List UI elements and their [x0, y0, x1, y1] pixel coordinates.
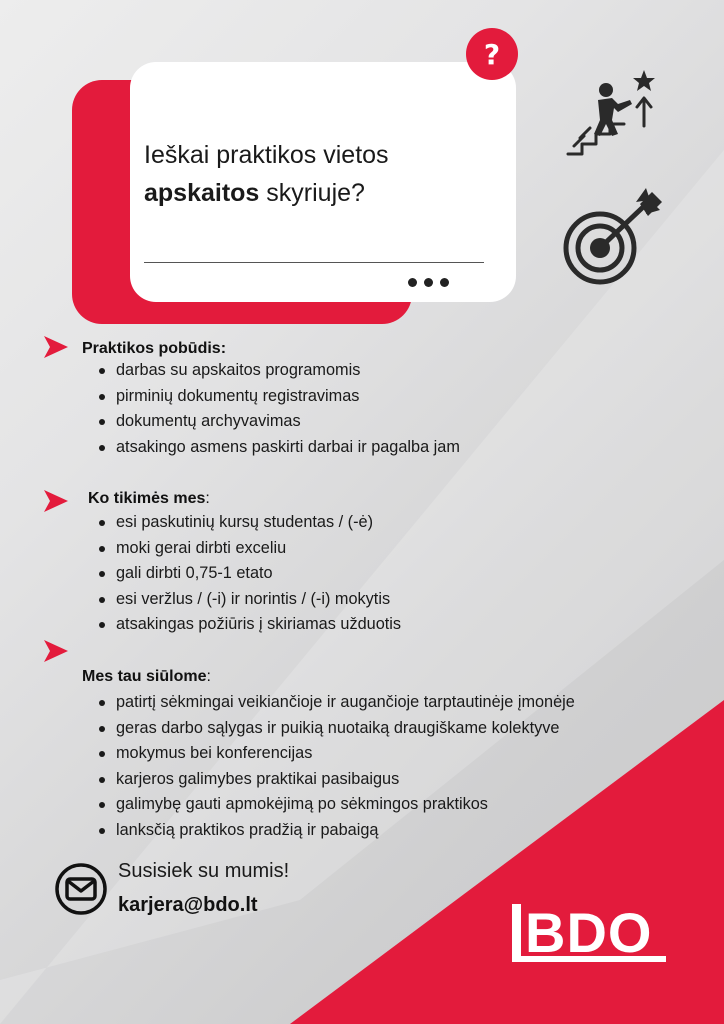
- section-title-offer: Mes tau siūlome:: [82, 668, 211, 685]
- contact-email-link[interactable]: karjera@bdo.lt: [118, 894, 258, 916]
- offer-list: [98, 690, 575, 843]
- headline-line-2: [144, 174, 494, 212]
- envelope-icon: [54, 862, 108, 916]
- headline-bold: apskaitos: [144, 179, 260, 207]
- list-item: esi paskutinių kursų studentas / (-ė): [98, 510, 401, 536]
- card-divider: [144, 262, 484, 263]
- expectations-list: [98, 510, 401, 638]
- person-climbing-stairs-icon: [560, 64, 670, 164]
- chevron-right-icon: [42, 638, 68, 664]
- list-item: patirtį sėkmingai veikiančioje ir augančioje tarptautinėje įmonėje: [98, 690, 575, 716]
- list-item: dokumentų archyvavimas: [98, 409, 460, 435]
- list-item: lanksčią praktikos pradžią ir pabaigą: [98, 818, 575, 844]
- headline-rest: skyriuje?: [259, 179, 365, 207]
- list-item: atsakingo asmens paskirti darbai ir pagalba jam: [98, 435, 460, 461]
- target-arrow-icon: [562, 180, 672, 290]
- list-item: galimybę gauti apmokėjimą po sėkmingos praktikos: [98, 792, 575, 818]
- list-item: darbas su apskaitos programomis: [98, 358, 460, 384]
- headline: [144, 136, 494, 212]
- list-item: moki gerai dirbti exceliu: [98, 536, 401, 562]
- list-item: mokymus bei konferencijas: [98, 741, 575, 767]
- practice-list: [98, 358, 460, 460]
- list-item: esi veržlus / (-i) ir norintis / (-i) mokytis: [98, 587, 401, 613]
- section-title-practice: Praktikos pobūdis:: [82, 340, 227, 357]
- chevron-right-icon: [42, 334, 68, 360]
- more-dots-icon: [408, 278, 449, 287]
- list-item: atsakingas požiūris į skiriamas užduotis: [98, 612, 401, 638]
- question-badge: [466, 28, 518, 80]
- chevron-right-icon: [42, 488, 68, 514]
- section-title-expectations: Ko tikimės mes:: [88, 490, 210, 507]
- list-item: gali dirbti 0,75-1 etato: [98, 561, 401, 587]
- svg-text:BDO: BDO: [525, 901, 653, 964]
- list-item: karjeros galimybes praktikai pasibaigus: [98, 767, 575, 793]
- question-mark-icon: ?: [483, 37, 501, 71]
- list-item: pirminių dokumentų registravimas: [98, 384, 460, 410]
- list-item: geras darbo sąlygas ir puikią nuotaiką draugiškame kolektyve: [98, 716, 575, 742]
- headline-line-1: Ieškai praktikos vietos: [144, 141, 389, 169]
- bdo-logo: [508, 900, 678, 970]
- contact-title: Susisiek su mumis!: [118, 860, 290, 882]
